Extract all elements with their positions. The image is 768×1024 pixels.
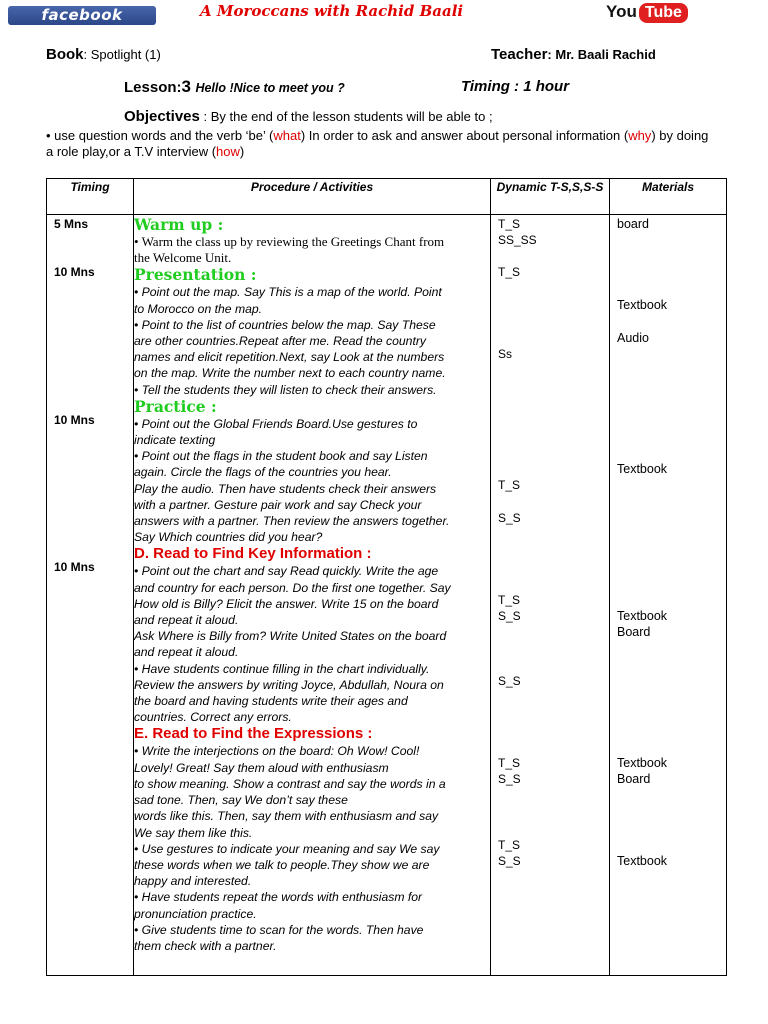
teacher-value: : Mr. Baali Rachid: [547, 47, 656, 62]
timing-presentation: 10 Mns: [54, 265, 95, 279]
lesson-plan-table: [46, 178, 727, 976]
objectives-line: [124, 108, 493, 125]
practice-line: again. Circle the flags of the countries you hear.: [134, 465, 392, 480]
section-e-line: these words when we talk to people.They show we are: [134, 857, 430, 872]
warmup-line: the Welcome Unit.: [134, 250, 232, 266]
dynamic-entry: SS_SS: [498, 233, 537, 247]
timing-cell: [47, 215, 134, 976]
bullet-text-5: ): [239, 144, 245, 159]
materials-cell: [610, 215, 727, 976]
presentation-line: to Morocco on the map.: [134, 301, 263, 316]
section-e-line: words like this. Then, say them with enthusiasm and say: [134, 809, 439, 824]
section-d-line: and repeat it aloud.: [134, 613, 239, 628]
objectives-text: : By the end of the lesson students will be able to ;: [199, 109, 493, 124]
dynamic-entry: S_S: [498, 854, 521, 868]
dynamic-entry: S_S: [498, 772, 521, 786]
book-label: Book: [46, 46, 84, 63]
dynamic-entry: S_S: [498, 609, 521, 623]
header-procedure: Procedure / Activities: [134, 179, 491, 215]
practice-line: • Point out the Global Friends Board.Use gestures to: [134, 416, 418, 431]
dynamic-entry: T_S: [498, 756, 521, 770]
material-entry: Audio: [617, 331, 649, 345]
lesson-label: Lesson:: [124, 79, 182, 96]
material-entry: Board: [617, 625, 651, 639]
dynamic-entry: Ss: [498, 347, 513, 361]
presentation-line: • Tell the students they will listen to check their answers.: [134, 382, 437, 397]
bullet-text-2: ) In order to ask and answer about personal information (: [300, 128, 629, 143]
presentation-title: Presentation :: [134, 265, 257, 285]
bullet-text-1: • use question words and the verb ‘be’ (: [46, 128, 274, 143]
section-e-line: Lovely! Great! Say them aloud with enthusiasm: [134, 760, 389, 775]
timing-read: 10 Mns: [54, 560, 95, 574]
dynamic-entry: S_S: [498, 511, 521, 525]
lesson-number: 3: [181, 77, 191, 96]
practice-line: Say Which countries did you hear?: [134, 530, 323, 545]
bullet-why: why: [628, 128, 652, 143]
objectives-label: Objectives: [124, 108, 200, 125]
timing-warmup: 5 Mns: [54, 217, 89, 231]
section-d-line: the board and having students write their ages and: [134, 694, 408, 709]
presentation-line: • Point to the list of countries below the map. Say These: [134, 317, 436, 332]
header-materials: Materials: [610, 179, 727, 215]
practice-line: • Point out the flags in the student book and say Listen: [134, 449, 428, 464]
procedure-cell: [134, 215, 491, 976]
section-e-line: sad tone. Then, say We don’t say these: [134, 793, 348, 808]
dynamic-entry: T_S: [498, 478, 521, 492]
book-value: : Spotlight (1): [83, 47, 161, 62]
practice-line: answers with a partner. Then review the answers together.: [134, 514, 450, 529]
material-entry: Textbook: [617, 298, 668, 312]
table-body-row: [47, 215, 727, 976]
section-d-line: How old is Billy? Elicit the answer. Write 15 on the board: [134, 596, 439, 611]
teacher-line: [491, 46, 656, 64]
objective-bullet: [46, 128, 736, 160]
dynamic-entry: T_S: [498, 265, 521, 279]
dynamic-cell: [491, 215, 610, 976]
section-e-line: • Give students time to scan for the words. Then have: [134, 922, 424, 937]
section-d-line: • Have students continue filling in the chart individually.: [134, 661, 430, 676]
lesson-title: Hello !Nice to meet you ?: [195, 81, 345, 95]
section-e-line: • Have students repeat the words with enthusiasm for: [134, 890, 423, 905]
section-e-line: them check with a partner.: [134, 938, 277, 953]
material-entry: Textbook: [617, 609, 668, 623]
section-d-line: Ask Where is Billy from? Write United States on the board: [134, 629, 447, 644]
section-e-line: to show meaning. Show a contrast and say the words in a: [134, 776, 446, 791]
section-d-title: D. Read to Find Key Information :: [134, 545, 372, 563]
material-entry: Textbook: [617, 854, 668, 868]
bullet-text-3: ) by doing: [651, 128, 709, 143]
practice-line: Play the audio. Then have students check their answers: [134, 481, 437, 496]
timing-total: Timing : 1 hour: [461, 78, 570, 95]
facebook-logo: facebook: [8, 6, 156, 25]
warmup-line: • Warm the class up by reviewing the Greetings Chant from: [134, 234, 445, 249]
presentation-line: • Point out the map. Say This is a map of the world. Point: [134, 285, 442, 300]
bullet-how: how: [216, 144, 240, 159]
material-entry: Board: [617, 772, 651, 786]
youtube-logo-tube: Tube: [639, 3, 688, 23]
youtube-logo-you: You: [606, 2, 637, 21]
practice-line: with a partner. Gesture pair work and say Check your: [134, 497, 422, 512]
section-d-line: and country for each person. Do the first one together. Say: [134, 580, 451, 595]
material-entry: Textbook: [617, 462, 668, 476]
dynamic-entry: S_S: [498, 674, 521, 688]
section-d-line: Review the answers by writing Joyce, Abdullah, Noura on: [134, 677, 444, 692]
timing-practice: 10 Mns: [54, 413, 95, 427]
presentation-line: on the map. Write the number next to each country name.: [134, 366, 446, 381]
dynamic-entry: T_S: [498, 838, 521, 852]
presentation-line: are other countries.Repeat after me. Read the country: [134, 334, 426, 349]
section-e-line: • Use gestures to indicate your meaning and say We say: [134, 841, 440, 856]
bullet-text-4: a role play,or a T.V interview (: [46, 144, 217, 159]
dynamic-entry: T_S: [498, 217, 521, 231]
section-e-line: happy and interested.: [134, 874, 252, 889]
presentation-line: names and elicit repetition.Next, say Look at the numbers: [134, 350, 445, 365]
teacher-label: Teacher: [491, 46, 548, 63]
header-dynamic: Dynamic T-S,S,S-S: [491, 179, 610, 215]
practice-title: Practice :: [134, 396, 217, 416]
section-e-line: pronunciation practice.: [134, 906, 257, 921]
warmup-title: Warm up :: [134, 215, 224, 234]
practice-line: indicate texting: [134, 433, 216, 448]
bullet-what: what: [273, 128, 301, 143]
dynamic-entry: T_S: [498, 593, 521, 607]
book-line: [46, 46, 161, 64]
lesson-line: [124, 77, 345, 97]
banner-title: A Moroccans with Rachid Baali: [200, 2, 464, 20]
section-d-line: • Point out the chart and say Read quickly. Write the age: [134, 564, 439, 579]
youtube-logo: [606, 2, 688, 23]
section-d-line: countries. Correct any errors.: [134, 710, 292, 725]
section-d-line: and repeat it aloud.: [134, 645, 239, 660]
section-e-line: We say them like this.: [134, 825, 253, 840]
section-e-title: E. Read to Find the Expressions :: [134, 725, 373, 743]
material-entry: board: [617, 217, 649, 231]
section-e-line: • Write the interjections on the board: Oh Wow! Cool!: [134, 744, 420, 759]
table-header-row: [47, 179, 727, 215]
material-entry: Textbook: [617, 756, 668, 770]
header-timing: Timing: [47, 179, 134, 215]
